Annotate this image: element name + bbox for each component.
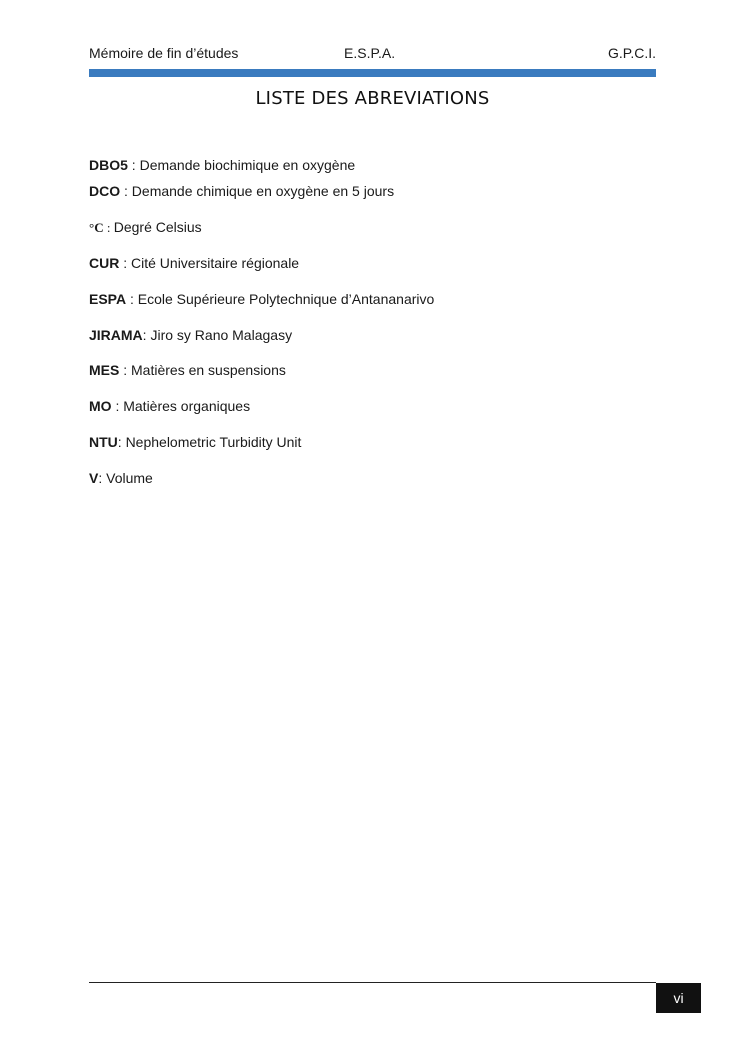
abbreviation-term: DBO5 <box>89 157 128 173</box>
abbreviation-separator: : <box>117 434 126 450</box>
abbreviation-definition: Nephelometric Turbidity Unit <box>125 434 302 450</box>
abbreviation-definition: Cité Universitaire régionale <box>131 255 300 271</box>
abbreviation-entry <box>89 326 292 344</box>
header-center-text: E.S.P.A. <box>344 45 396 61</box>
footer-divider <box>89 982 656 983</box>
abbreviation-definition: Demande chimique en oxygène en 5 jours <box>131 183 395 199</box>
abbreviation-definition: Matières en suspensions <box>131 362 286 378</box>
abbreviation-entry <box>89 254 299 272</box>
abbreviation-term: DCO <box>89 183 121 199</box>
page-title: LISTE DES ABREVIATIONS <box>255 88 490 109</box>
abbreviation-entry <box>89 397 250 415</box>
abbreviation-separator: : <box>98 470 107 486</box>
abbreviation-term: NTU <box>89 434 118 450</box>
abbreviation-definition: Degré Celsius <box>113 219 202 235</box>
abbreviation-entry <box>89 182 394 200</box>
abbreviation-separator: : <box>120 183 132 199</box>
abbreviation-term: MO <box>89 398 112 414</box>
abbreviation-definition: Volume <box>106 470 153 486</box>
abbreviation-entry <box>89 433 301 451</box>
abbreviation-separator: : <box>119 362 132 378</box>
header-right-text: G.P.C.I. <box>608 45 656 61</box>
abbreviation-separator: : <box>127 157 140 173</box>
abbreviation-separator: : <box>111 398 124 414</box>
abbreviation-separator: : <box>142 327 151 343</box>
abbreviation-term: ESPA <box>89 291 127 307</box>
abbreviation-separator: : <box>103 220 114 235</box>
abbreviation-entry <box>89 218 202 237</box>
abbreviation-entry <box>89 290 434 308</box>
page-header <box>89 45 656 63</box>
abbreviation-definition: Demande biochimique en oxygène <box>139 157 356 173</box>
abbreviation-entry <box>89 156 355 174</box>
abbreviation-term: MES <box>89 362 120 378</box>
header-divider-bar <box>89 69 656 77</box>
abbreviation-separator: : <box>126 291 138 307</box>
abbreviation-term: °C <box>89 220 104 235</box>
page-number: vi <box>656 983 701 1013</box>
abbreviation-term: CUR <box>89 255 120 271</box>
abbreviation-definition: Matières organiques <box>123 398 251 414</box>
header-left-text: Mémoire de fin d’études <box>89 45 239 61</box>
abbreviation-definition: Jiro sy Rano Malagasy <box>150 327 293 343</box>
abbreviation-entry <box>89 361 286 379</box>
abbreviation-entry <box>89 469 153 487</box>
abbreviation-definition: Ecole Supérieure Polytechnique d’Antananarivo <box>137 291 435 307</box>
abbreviation-term: V <box>89 470 99 486</box>
abbreviation-separator: : <box>119 255 132 271</box>
abbreviation-term: JIRAMA <box>89 327 143 343</box>
